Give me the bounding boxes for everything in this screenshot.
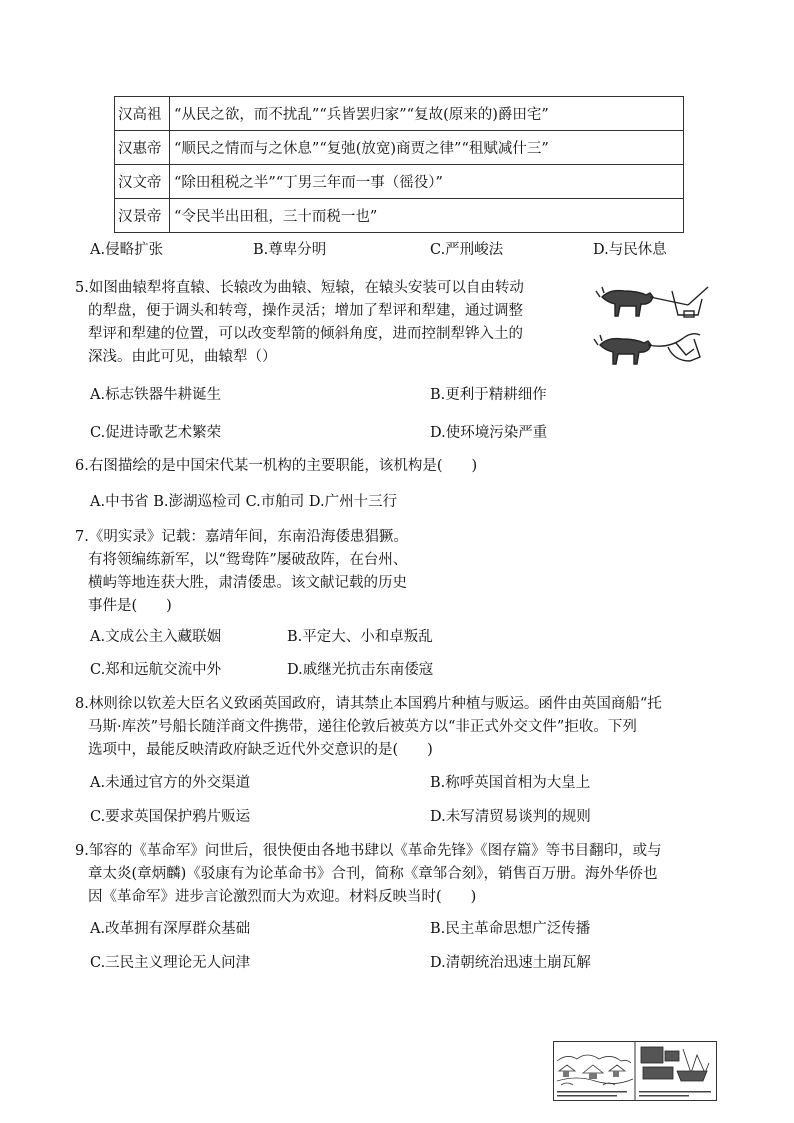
- q9-option-d[interactable]: D.清朝统治迅速土崩瓦解: [430, 955, 591, 971]
- q7-option-b[interactable]: B.平定大、小和卓叛乱: [287, 629, 433, 645]
- emperor-cell: 汉惠帝: [115, 131, 170, 165]
- q8-stem-line: 选项中，最能反映清政府缺乏近代外交意识的是( ): [88, 742, 433, 758]
- q9-option-b[interactable]: B.民主革命思想广泛传播: [430, 921, 591, 937]
- q7-option-c[interactable]: C.郑和远航交流中外: [90, 662, 222, 678]
- q9-stem-line: 因《革命军》进步言论激烈而大为欢迎。材料反映当时( ): [88, 889, 477, 905]
- emperor-cell: 汉文帝: [115, 165, 170, 199]
- table-row: [115, 165, 684, 199]
- emperor-cell: 汉景帝: [115, 199, 170, 233]
- policy-cell: “顺民之情而与之休息”“复弛(放宽)商贾之律”“租赋减什三”: [170, 131, 684, 165]
- policy-cell: “从民之欲，而不扰乱”“兵皆罢归家”“复故(原来的)爵田宅”: [170, 97, 684, 131]
- q7-stem-line: 有将领编练新军，以“鸳鸯阵”屡破敌阵，在台州、: [88, 552, 408, 568]
- q7-stem-line: 横屿等地连获大胜，肃清倭患。该文献记载的历史: [88, 575, 407, 591]
- q5-option-a[interactable]: A.标志铁器牛耕诞生: [90, 387, 222, 403]
- q8-stem-line: 8.林则徐以钦差大臣名义致函英国政府，请其禁止本国鸦片种植与贩运。函件由英国商船“托: [75, 696, 662, 712]
- q5-option-b[interactable]: B.更利于精耕细作: [430, 387, 547, 403]
- q6-stem: 6.右图描绘的是中国宋代某一机构的主要职能，该机构是( ): [75, 458, 478, 474]
- q4-option-b[interactable]: B.尊卑分明: [253, 242, 327, 258]
- q7-option-d[interactable]: D.戚继光抗击东南倭寇: [287, 662, 434, 678]
- q7-stem-line: 事件是( ): [88, 598, 172, 614]
- q5-stem-line: 5.如图曲辕犁将直辕、长辕改为曲辕、短辕，在辕头安装可以自由转动: [75, 280, 524, 296]
- plough-ox-icon: [592, 277, 714, 383]
- q7-stem-line: 7.《明实录》记载：嘉靖年间，东南沿海倭患猖獗。: [75, 529, 408, 545]
- q9-stem-line: 章太炎(章炳麟)《驳康有为论革命书》合刊，简称《章邹合刻》，销售百万册。海外华侨也: [88, 866, 658, 882]
- q8-option-a[interactable]: A.未通过官方的外交渠道: [90, 775, 251, 791]
- q5-stem-line: 犁评和犁建的位置，可以改变犁箭的倾斜角度，进而控制犁铧入土的: [88, 326, 523, 342]
- q4-option-d[interactable]: D.与民休息: [593, 242, 667, 258]
- table-row: [115, 131, 684, 165]
- q8-option-c[interactable]: C.要求英国保护鸦片贩运: [90, 809, 251, 825]
- q8-stem-line: 马斯·库茨”号船长随洋商文件携带，递往伦敦后被英方以“非正式外交文件”拒收。下列: [88, 719, 637, 735]
- q9-stem-line: 9.邹容的《革命军》问世后，很快便由各地书肆以《革命先锋》《图存篇》等书目翻印，或与: [75, 843, 662, 859]
- emperor-cell: 汉高祖: [115, 97, 170, 131]
- policy-cell: “令民半出田租，三十而税一也”: [170, 199, 684, 233]
- q9-option-a[interactable]: A.改革拥有深厚群众基础: [90, 921, 251, 937]
- q8-option-b[interactable]: B.称呼英国首相为大皇上: [430, 775, 591, 791]
- q5-option-c[interactable]: C.促进诗歌艺术繁荣: [90, 425, 222, 441]
- policy-cell: “除田租税之半”“丁男三年而一事（徭役）”: [170, 165, 684, 199]
- q8-option-d[interactable]: D.未写清贸易谈判的规则: [430, 809, 591, 825]
- q9-option-c[interactable]: C.三民主义理论无人问津: [90, 955, 251, 971]
- q4-option-a[interactable]: A.侵略扩张: [90, 242, 164, 258]
- q7-option-a[interactable]: A.文成公主入藏联姻: [90, 629, 222, 645]
- q5-stem-line: 深浅。由此可见，曲辕犁（）: [88, 349, 277, 365]
- q5-option-d[interactable]: D.使环境污染严重: [430, 425, 548, 441]
- q6-options[interactable]: A.中书省 B.澎湖巡检司 C.市舶司 D.广州十三行: [90, 494, 398, 510]
- policy-table: [114, 96, 684, 233]
- table-row: [115, 199, 684, 233]
- q5-stem-line: 的犁盘，便于调头和转弯，操作灵活；增加了犁评和犁建，通过调整: [88, 303, 523, 319]
- table-row: [115, 97, 684, 131]
- q4-option-c[interactable]: C.严刑峻法: [430, 242, 504, 258]
- song-dynasty-illustration-icon: [553, 1041, 717, 1101]
